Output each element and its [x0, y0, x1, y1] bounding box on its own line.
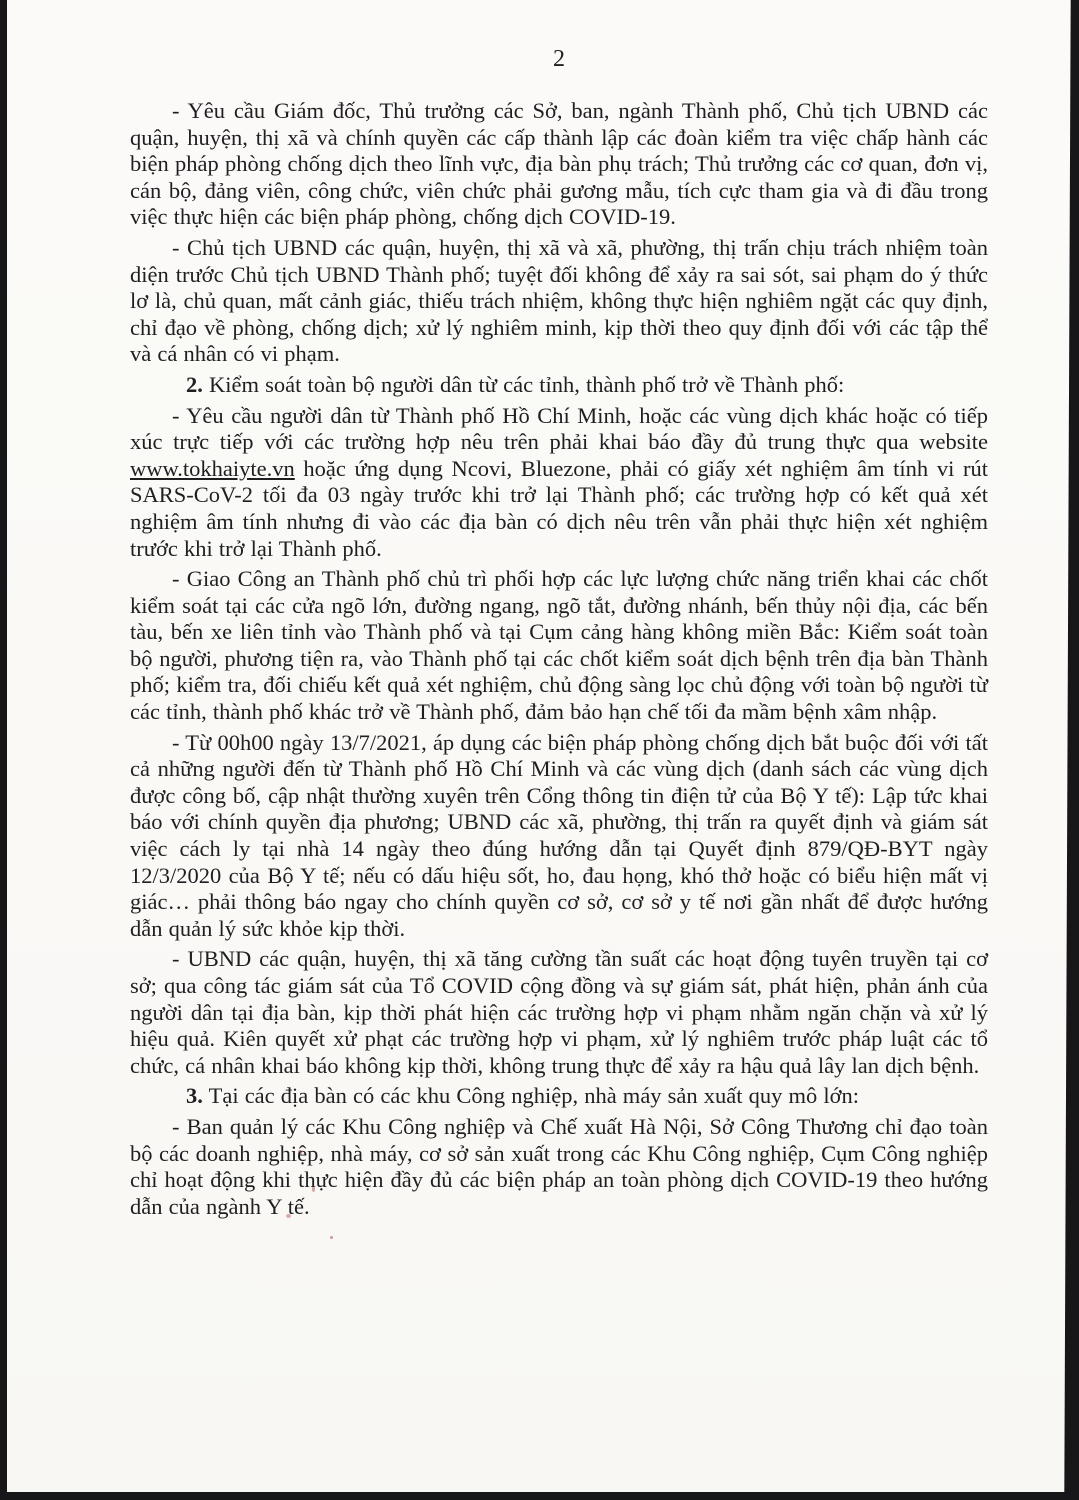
scan-edge-bottom	[0, 1492, 1079, 1500]
paragraph-inspection-teams: - Yêu cầu Giám đốc, Thủ trưởng các Sở, ban, ngành Thành phố, Chủ tịch UBND các quận, huyện, thị xã và chính quyền các cấp thành lập các đoàn kiểm tra việc chấp hành các biện pháp phòng chống dịch theo lĩnh vực, địa bàn phụ trách; Thủ trưởng các cơ quan, đơn vị, cán bộ, đảng viên, công chức, viên chức phải gương mẫu, tích cực tham gia và đi đầu trong việc thực hiện các biện pháp phòng, chống dịch COVID-19.	[130, 98, 988, 230]
paragraph-mandatory-measures-13-7-2021: - Từ 00h00 ngày 13/7/2021, áp dụng các biện pháp phòng chống dịch bắt buộc đối với tất cả những người đến từ Thành phố Hồ Chí Minh và các vùng dịch (danh sách các vùng dịch được công bố, cập nhật thường xuyên trên Cổng thông tin điện tử của Bộ Y tế): Lập tức khai báo với chính quyền địa phương; UBND các xã, phường, thị trấn ra quyết định và giám sát việc cách ly tại nhà 14 ngày theo đúng hướng dẫn tại Quyết định 879/QĐ-BYT ngày 12/3/2020 của Bộ Y tế; nếu có dấu hiệu sốt, ho, đau họng, khó thở hoặc có biểu hiện mất vị giác… phải thông báo ngay cho chính quyền cơ sở, cơ sở y tế nơi gần nhất để được hướng dẫn quản lý sức khỏe kịp thời.	[130, 729, 988, 941]
section-3-title: Tại các địa bàn có các khu Công nghiệp, nhà máy sản xuất quy mô lớn:	[202, 1083, 860, 1109]
paragraph-industrial-zones: - Ban quản lý các Khu Công nghiệp và Chế xuất Hà Nội, Sở Công Thương chỉ đạo toàn bộ các doanh nghiệp, nhà máy, cơ sở sản xuất trong các Khu Công nghiệp, Cụm Công nghiệp chỉ hoạt động khi thực hiện đầy đủ các biện pháp an toàn phòng dịch COVID-19 theo hướng dẫn của ngành Y tế.	[130, 1113, 988, 1219]
scan-edge-left	[0, 0, 7, 1500]
paragraph-police-checkpoints: - Giao Công an Thành phố chủ trì phối hợp các lực lượng chức năng triển khai các chốt kiểm soát tại các cửa ngõ lớn, đường ngang, ngõ tắt, đường nhánh, bến thủy nội địa, các bến tàu, bến xe liên tỉnh vào Thành phố và tại Cụm cảng hàng không miền Bắc: Kiểm soát toàn bộ người, phương tiện ra, vào Thành phố tại các chốt kiểm soát dịch bệnh trên địa bàn Thành phố; kiểm tra, đối chiếu kết quả xét nghiệm, chủ động sàng lọc chủ động với toàn bộ người từ các tỉnh, thành phố khác trở về Thành phố, đảm bảo hạn chế tối đa mầm bệnh xâm nhập.	[130, 566, 988, 725]
section-2-heading	[130, 372, 988, 399]
page-number: 2	[553, 46, 565, 72]
section-3-heading	[130, 1083, 988, 1110]
section-3-number: 3.	[186, 1083, 203, 1109]
section-2-title: Kiểm soát toàn bộ người dân từ các tỉnh, thành phố trở về Thành phố:	[202, 371, 845, 397]
scan-artifact	[330, 1236, 333, 1239]
paragraph-district-propaganda: - UBND các quận, huyện, thị xã tăng cường tần suất các hoạt động tuyên truyền tại cơ sở; qua công tác giám sát của Tổ COVID cộng đồng và sự giám sát, phát hiện, phản ánh của người dân tại địa bàn, kịp thời phát hiện các trường hợp vi phạm nhằm ngăn chặn và xử lý hiệu quả. Kiên quyết xử phạt các trường hợp vi phạm, xử lý nghiêm trước pháp luật các tổ chức, cá nhân khai báo không kịp thời, không trung thực để xảy ra hậu quả lây lan dịch bệnh.	[130, 946, 988, 1078]
declaration-text-before-link: - Yêu cầu người dân từ Thành phố Hồ Chí Minh, hoặc các vùng dịch khác hoặc có tiếp xúc trực tiếp với các trường hợp nêu trên phải khai báo đầy đủ trung thực qua website	[130, 402, 988, 455]
document-body	[130, 0, 988, 1224]
scan-edge-right	[1063, 0, 1079, 1500]
section-2-number: 2.	[186, 371, 203, 397]
tokhaiyte-website-link[interactable]: www.tokhaiyte.vn	[130, 455, 295, 481]
paragraph-health-declaration	[130, 403, 988, 563]
declaration-text-after-link: hoặc ứng dụng Ncovi, Bluezone, phải có giấy xét nghiệm âm tính vi rút SARS-CoV-2 tối đa 03 ngày trước khi trở lại Thành phố; các trường hợp có kết quả xét nghiệm âm tính nhưng đi vào các địa bàn có dịch nêu trên vẫn phải thực hiện xét nghiệm trước khi trở lại Thành phố.	[130, 455, 988, 561]
paragraph-chairman-responsibility: - Chủ tịch UBND các quận, huyện, thị xã và xã, phường, thị trấn chịu trách nhiệm toàn diện trước Chủ tịch UBND Thành phố; tuyệt đối không để xảy ra sai sót, sai phạm do ý thức lơ là, chủ quan, mất cảnh giác, thiếu trách nhiệm, không thực hiện nghiêm ngặt các quy định, chỉ đạo về phòng, chống dịch; xử lý nghiêm minh, kịp thời theo quy định đối với các tập thể và cá nhân có vi phạm.	[130, 234, 988, 367]
